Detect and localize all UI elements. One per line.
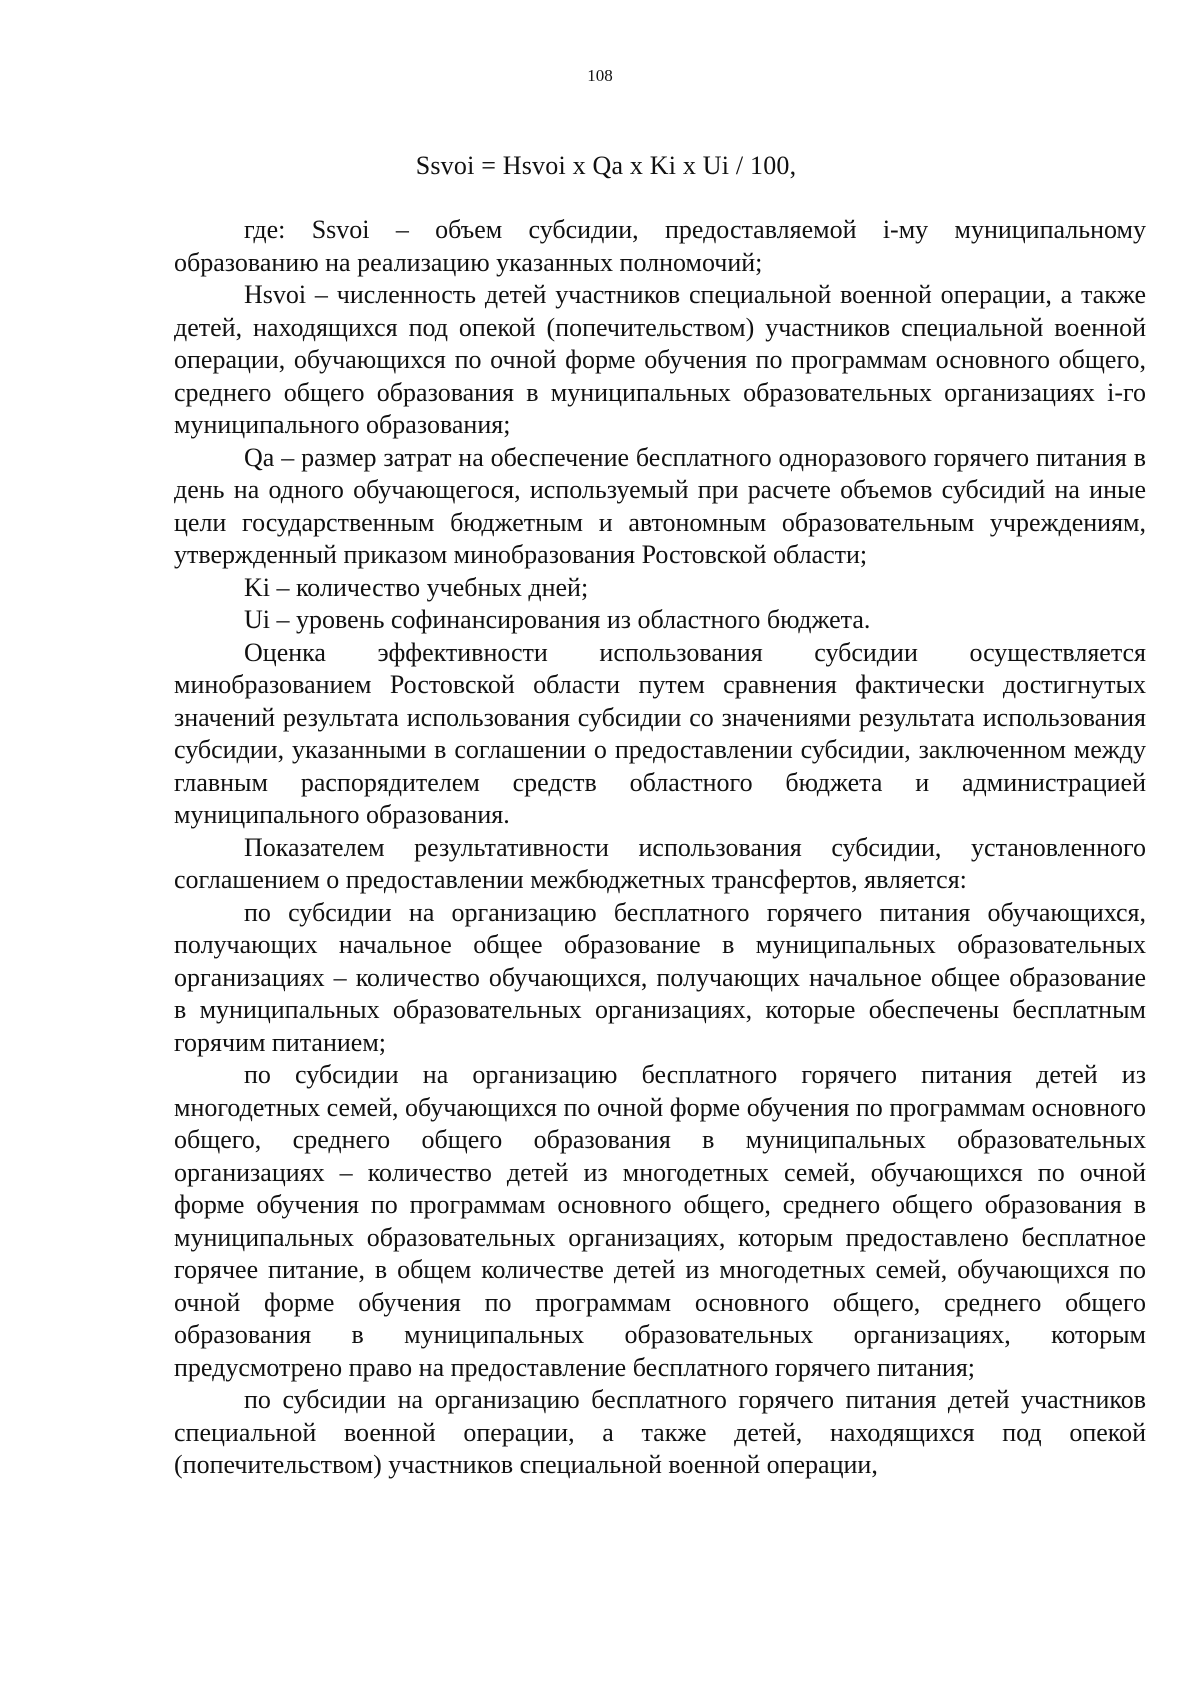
subsidy-formula: Ssvoi = Hsvoi x Qa x Ki x Ui / 100, bbox=[415, 151, 797, 180]
paragraph-ssvoi-definition: где: Ssvoi – объем субсидии, предоставляемой i-му муниципальному образованию на реализацию указанных полномочий; bbox=[174, 215, 1146, 277]
paragraph-large-families-meals: по субсидии на организацию бесплатного горячего питания детей из многодетных семей, обучающихся по очной форме обучения по программам основного общего, среднего общего образования в муниципальных образовательных организациях – количество детей из многодетных семей, обучающихся по очной форме обучения по программам основного общего, среднего общего образования в муниципальных образовательных организациях, которым предоставлено бесплатное горячее питание, в общем количестве детей из многодетных семей, обучающихся по очной форме обучения по программам основного общего, среднего общего образования в муниципальных образовательных организациях, которым предусмотрено право на предоставление бесплатного горячего питания; bbox=[174, 1060, 1146, 1382]
paragraph-ui-definition: Ui – уровень софинансирования из областного бюджета. bbox=[244, 605, 871, 634]
paragraph-svo-children-meals: по субсидии на организацию бесплатного горячего питания детей участников специальной военной операции, а также детей, находящихся под опекой (попечительством) участников специальной военной операции, bbox=[174, 1385, 1146, 1479]
paragraph-hsvoi-definition: Hsvoi – численность детей участников специальной военной операции, а также детей, находящихся под опекой (попечительством) участников специальной военной операции, обучающихся по очной форме обучения по программам основного общего, среднего общего образования в муниципальных образовательных организациях i-го муниципального образования; bbox=[174, 280, 1146, 439]
paragraph-primary-education-meals: по субсидии на организацию бесплатного горячего питания обучающихся, получающих начальное общее образование в муниципальных образовательных организациях – количество обучающихся, получающих начальное общее образование в муниципальных образовательных организациях, которые обеспечены бесплатным горячим питанием; bbox=[174, 897, 1146, 1057]
paragraph-efficiency-assessment: Оценка эффективности использования субсидии осуществляется минобразованием Ростовской области путем сравнения фактически достигнутых значений результата использования субсидии со значениями результата использования субсидии, указанными в соглашении о предоставлении субсидии, заключенном между главным распорядителем средств областного бюджета и администрацией муниципального образования. bbox=[174, 637, 1146, 829]
paragraph-qa-definition: Qa – размер затрат на обеспечение бесплатного одноразового горячего питания в день на одного обучающегося, используемый при расчете объемов субсидий на иные цели государственным бюджетным и автономным образовательным учреждениям, утвержденный приказом минобразования Ростовской области; bbox=[174, 442, 1146, 569]
paragraph-ki-definition: Ki – количество учебных дней; bbox=[244, 572, 589, 602]
paragraph-performance-indicator: Показателем результативности использования субсидии, установленного соглашением о предоставлении межбюджетных трансфертов, является: bbox=[174, 832, 1146, 894]
body-text bbox=[174, 214, 1146, 1482]
page-number: 108 bbox=[587, 66, 613, 85]
